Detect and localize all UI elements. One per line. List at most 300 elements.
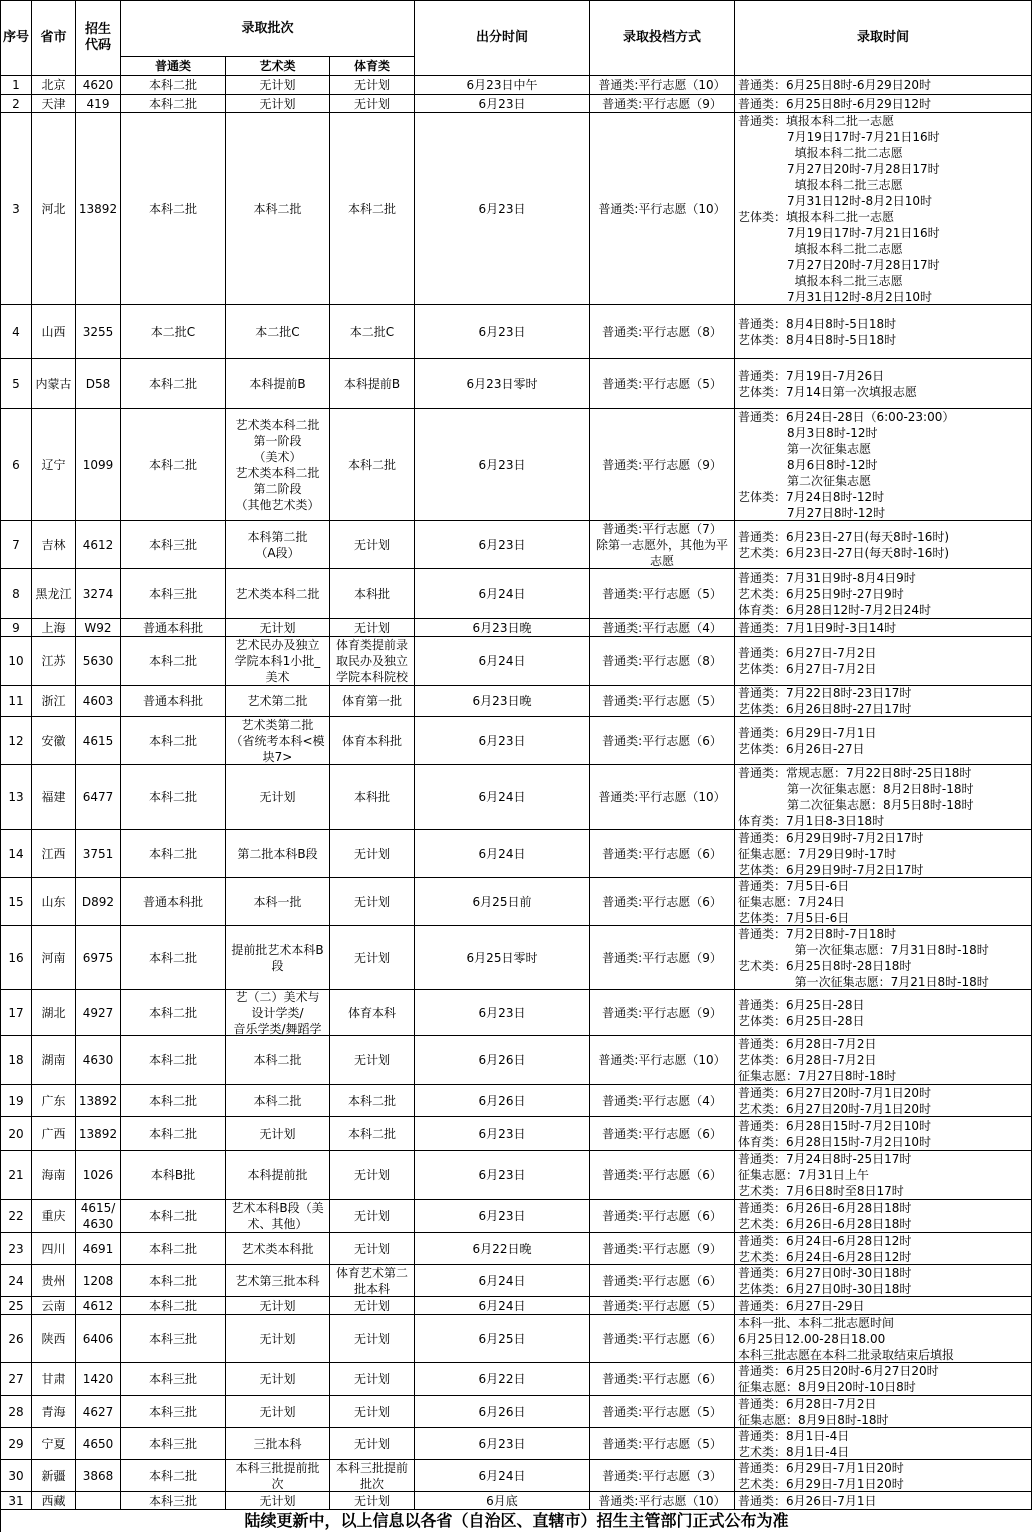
row-seq-cell bbox=[1, 409, 32, 521]
row-seq: 28 bbox=[8, 1404, 24, 1419]
row-admission-time-cell bbox=[735, 1151, 1032, 1200]
row-batch-sports-cell bbox=[330, 990, 415, 1036]
row-batch-art-cell bbox=[226, 409, 330, 521]
row-filing-method: 普通类:平行志愿（10） bbox=[598, 1493, 726, 1508]
row-batch-sports: 无计划 bbox=[353, 1053, 390, 1067]
row-code: 6975 bbox=[82, 950, 114, 965]
row-province: 黑龙江 bbox=[35, 586, 72, 601]
row-batch-sports: 体育第一批 bbox=[341, 694, 402, 708]
row-score-time: 6月26日 bbox=[478, 1404, 526, 1419]
row-batch-sports: 本科三批提前 批次 bbox=[335, 1460, 408, 1491]
row-province: 陕西 bbox=[41, 1331, 66, 1346]
row-province-cell bbox=[32, 637, 76, 686]
row-batch-art-cell bbox=[226, 717, 330, 765]
row-admission-time-cell bbox=[735, 1117, 1032, 1151]
row-score-time: 6月23日晚 bbox=[472, 694, 532, 708]
header-batch-art-label: 艺术类 bbox=[259, 59, 296, 73]
row-filing-method-cell bbox=[590, 1428, 735, 1460]
row-admission-time: 普通类：6月25日8时-6月29日20时 bbox=[738, 78, 932, 92]
row-batch-regular-cell bbox=[121, 1085, 226, 1117]
row-code-cell bbox=[76, 1265, 121, 1297]
row-filing-method: 普通类:平行志愿（4） bbox=[602, 1093, 722, 1108]
row-seq: 29 bbox=[8, 1436, 24, 1451]
row-batch-regular: 本科二批 bbox=[148, 1241, 197, 1256]
row-batch-sports: 无计划 bbox=[353, 1298, 390, 1313]
row-admission-time-cell bbox=[735, 521, 1032, 569]
row-score-time-cell bbox=[415, 409, 590, 521]
row-batch-sports: 无计划 bbox=[353, 620, 390, 635]
row-seq-cell bbox=[1, 1460, 32, 1492]
row-batch-regular-cell bbox=[121, 990, 226, 1036]
row-province: 广东 bbox=[41, 1093, 66, 1108]
row-batch-art-cell bbox=[226, 359, 330, 409]
row-admission-time-cell bbox=[735, 409, 1032, 521]
row-batch-regular: 本科二批 bbox=[148, 78, 197, 92]
row-admission-time-cell bbox=[735, 1297, 1032, 1315]
row-batch-art-cell bbox=[226, 830, 330, 878]
row-batch-sports: 无计划 bbox=[353, 950, 390, 965]
row-seq: 4 bbox=[12, 324, 20, 339]
row-batch-regular: 普通本科批 bbox=[142, 894, 203, 909]
header-admission-time-label: 录取时间 bbox=[856, 30, 909, 45]
row-code-cell bbox=[76, 926, 121, 990]
row-province-cell bbox=[32, 878, 76, 926]
row-score-time-cell bbox=[415, 521, 590, 569]
row-code: 1420 bbox=[82, 1372, 114, 1386]
row-score-time: 6月25日前 bbox=[472, 894, 532, 909]
row-province: 吉林 bbox=[41, 537, 66, 552]
row-filing-method: 普通类:平行志愿（6） bbox=[602, 1126, 722, 1141]
row-batch-art: 艺术类本科批 bbox=[241, 1241, 314, 1256]
row-code: 4650 bbox=[82, 1436, 114, 1451]
row-batch-sports: 本科批 bbox=[353, 586, 390, 601]
row-admission-time: 普通类：6月29日9时-7月2日17时 征集志愿：7月29日9时-17时 艺体类：6月29日9时-7月2日17时 bbox=[738, 830, 924, 877]
row-batch-art: 无计划 bbox=[259, 1404, 296, 1419]
row-filing-method: 普通类:平行志愿（10） bbox=[598, 1053, 726, 1067]
row-filing-method: 普通类:平行志愿（9） bbox=[602, 1005, 722, 1020]
row-batch-art: 无计划 bbox=[259, 620, 296, 635]
row-batch-sports-cell bbox=[330, 619, 415, 637]
row-batch-sports-cell bbox=[330, 637, 415, 686]
row-code: 4691 bbox=[82, 1241, 114, 1256]
header-batch-art bbox=[226, 57, 330, 76]
row-code-cell bbox=[76, 1200, 121, 1233]
row-score-time: 6月23日 bbox=[478, 1126, 526, 1141]
row-filing-method: 普通类:平行志愿（5） bbox=[602, 694, 722, 708]
row-seq-cell bbox=[1, 765, 32, 830]
row-batch-sports: 本科二批 bbox=[347, 457, 396, 472]
row-province-cell bbox=[32, 1117, 76, 1151]
row-score-time: 6月25日零时 bbox=[466, 950, 538, 965]
row-filing-method: 普通类:平行志愿（8） bbox=[602, 324, 722, 339]
row-batch-sports: 无计划 bbox=[353, 1331, 390, 1346]
row-admission-time-cell bbox=[735, 76, 1032, 95]
row-score-time: 6月23日零时 bbox=[466, 376, 538, 391]
row-province: 天津 bbox=[41, 96, 66, 111]
row-province-cell bbox=[32, 1428, 76, 1460]
row-score-time: 6月25日 bbox=[478, 1331, 526, 1346]
row-batch-regular: 本科二批 bbox=[148, 846, 197, 861]
row-code: 5630 bbox=[82, 654, 114, 668]
row-batch-regular: 本科三批 bbox=[148, 1404, 197, 1419]
row-batch-art-cell bbox=[226, 1085, 330, 1117]
header-province-label: 省市 bbox=[40, 30, 67, 45]
row-batch-sports-cell bbox=[330, 1428, 415, 1460]
row-batch-sports-cell bbox=[330, 926, 415, 990]
row-code: 13892 bbox=[78, 201, 118, 216]
row-filing-method-cell bbox=[590, 1233, 735, 1265]
row-code-cell bbox=[76, 1363, 121, 1396]
row-batch-regular-cell bbox=[121, 1233, 226, 1265]
row-score-time-cell bbox=[415, 1492, 590, 1510]
row-seq-cell bbox=[1, 1297, 32, 1315]
row-score-time-cell bbox=[415, 637, 590, 686]
row-batch-art-cell bbox=[226, 1428, 330, 1460]
row-seq-cell bbox=[1, 95, 32, 113]
row-batch-art: 本科三批提前批 次 bbox=[235, 1460, 320, 1491]
row-batch-art: 本科第二批 （A段） bbox=[247, 529, 308, 560]
row-score-time: 6月23日 bbox=[478, 1168, 526, 1182]
header-batch-regular bbox=[121, 57, 226, 76]
row-batch-sports: 本二批C bbox=[349, 324, 395, 339]
row-batch-art: 艺术本科B段（美 术、其他） bbox=[231, 1201, 324, 1231]
row-code: 1026 bbox=[82, 1168, 114, 1182]
row-province: 海南 bbox=[41, 1168, 66, 1182]
row-batch-sports-cell bbox=[330, 1036, 415, 1085]
row-batch-art: 无计划 bbox=[259, 96, 296, 111]
row-filing-method-cell bbox=[590, 717, 735, 765]
row-batch-sports-cell bbox=[330, 717, 415, 765]
row-code: 1099 bbox=[82, 457, 114, 472]
row-score-time-cell bbox=[415, 1200, 590, 1233]
row-code: 1208 bbox=[82, 1273, 114, 1288]
row-admission-time: 普通类：6月29日-7月1日20时 艺术类：6月29日-7月1日20时 bbox=[738, 1460, 904, 1491]
row-batch-regular: 本科二批 bbox=[148, 790, 197, 804]
row-admission-time: 普通类：6月29日-7月1日 艺体类：6月26日-27日 bbox=[738, 725, 877, 756]
row-batch-art: 无计划 bbox=[259, 790, 296, 804]
row-province-cell bbox=[32, 76, 76, 95]
row-batch-regular: 本科二批 bbox=[148, 950, 197, 965]
row-seq: 5 bbox=[12, 376, 20, 391]
row-filing-method-cell bbox=[590, 878, 735, 926]
row-batch-sports-cell bbox=[330, 1085, 415, 1117]
row-filing-method-cell bbox=[590, 1117, 735, 1151]
row-batch-sports: 本科批 bbox=[353, 790, 390, 804]
row-batch-sports: 无计划 bbox=[353, 1209, 390, 1223]
row-province-cell bbox=[32, 305, 76, 359]
row-filing-method: 普通类:平行志愿（10） bbox=[598, 201, 726, 216]
row-admission-time: 普通类：6月23日-27日(每天8时-16时) 艺术类：6月23日-27日(每天8时-16时) bbox=[738, 529, 950, 560]
row-province-cell bbox=[32, 717, 76, 765]
row-seq-cell bbox=[1, 1200, 32, 1233]
row-admission-time-cell bbox=[735, 765, 1032, 830]
row-admission-time: 普通类：6月28日-7月2日 征集志愿：8月9日8时-18时 bbox=[738, 1396, 889, 1427]
row-batch-art: 本科二批 bbox=[253, 201, 302, 216]
row-admission-time: 普通类：6月26日-7月1日 bbox=[738, 1493, 877, 1508]
header-filing-method bbox=[590, 1, 735, 76]
row-batch-sports-cell bbox=[330, 765, 415, 830]
row-code-cell bbox=[76, 76, 121, 95]
row-batch-regular-cell bbox=[121, 1200, 226, 1233]
row-code: 4927 bbox=[82, 1005, 114, 1020]
row-filing-method-cell bbox=[590, 637, 735, 686]
row-code-cell bbox=[76, 409, 121, 521]
row-seq: 23 bbox=[8, 1241, 24, 1256]
row-batch-art: 无计划 bbox=[259, 1331, 296, 1346]
row-batch-regular-cell bbox=[121, 926, 226, 990]
row-admission-time: 普通类：8月1日-4日 艺术类：8月1日-4日 bbox=[738, 1428, 850, 1459]
row-batch-regular-cell bbox=[121, 521, 226, 569]
row-province: 北京 bbox=[41, 78, 66, 92]
row-province: 安徽 bbox=[41, 733, 66, 748]
row-batch-regular: 本科二批 bbox=[148, 1298, 197, 1313]
row-batch-regular-cell bbox=[121, 686, 226, 717]
row-batch-regular-cell bbox=[121, 830, 226, 878]
header-province bbox=[32, 1, 76, 76]
row-batch-art-cell bbox=[226, 637, 330, 686]
row-score-time-cell bbox=[415, 113, 590, 305]
row-batch-art-cell bbox=[226, 765, 330, 830]
row-seq: 10 bbox=[8, 654, 24, 668]
row-province-cell bbox=[32, 521, 76, 569]
row-filing-method: 普通类:平行志愿（9） bbox=[602, 457, 722, 472]
row-batch-art-cell bbox=[226, 113, 330, 305]
row-province: 江西 bbox=[41, 846, 66, 861]
row-batch-regular: 普通本科批 bbox=[142, 620, 203, 635]
row-seq-cell bbox=[1, 569, 32, 619]
row-filing-method: 普通类:平行志愿（6） bbox=[602, 1273, 722, 1288]
row-batch-sports: 无计划 bbox=[353, 1241, 390, 1256]
row-score-time-cell bbox=[415, 1460, 590, 1492]
row-seq-cell bbox=[1, 717, 32, 765]
row-filing-method-cell bbox=[590, 619, 735, 637]
row-admission-time: 普通类：6月27日20时-7月1日20时 艺术类：6月27日20时-7月1日20时 bbox=[738, 1085, 932, 1116]
row-score-time: 6月22日晚 bbox=[472, 1241, 532, 1256]
row-batch-sports: 无计划 bbox=[353, 78, 390, 92]
row-admission-time-cell bbox=[735, 1085, 1032, 1117]
row-admission-time-cell bbox=[735, 1363, 1032, 1396]
header-code-label: 招生 代码 bbox=[84, 22, 111, 53]
row-filing-method: 普通类:平行志愿（10） bbox=[598, 78, 726, 92]
row-seq: 22 bbox=[8, 1209, 24, 1223]
row-admission-time-cell bbox=[735, 1036, 1032, 1085]
row-province-cell bbox=[32, 569, 76, 619]
row-code: 3751 bbox=[82, 846, 114, 861]
row-batch-regular-cell bbox=[121, 113, 226, 305]
row-code-cell bbox=[76, 990, 121, 1036]
row-score-time-cell bbox=[415, 1315, 590, 1363]
row-code-cell bbox=[76, 765, 121, 830]
row-code: 4603 bbox=[82, 694, 114, 708]
row-score-time-cell bbox=[415, 765, 590, 830]
row-code: 4620 bbox=[82, 78, 114, 92]
row-batch-regular-cell bbox=[121, 305, 226, 359]
row-score-time-cell bbox=[415, 76, 590, 95]
row-seq-cell bbox=[1, 990, 32, 1036]
row-admission-time-cell bbox=[735, 359, 1032, 409]
row-code: 419 bbox=[86, 96, 110, 111]
row-filing-method: 普通类:平行志愿（5） bbox=[602, 1404, 722, 1419]
row-score-time-cell bbox=[415, 1265, 590, 1297]
row-seq-cell bbox=[1, 1363, 32, 1396]
row-score-time: 6月23日 bbox=[478, 96, 526, 111]
row-seq: 9 bbox=[12, 620, 20, 635]
row-filing-method-cell bbox=[590, 359, 735, 409]
row-code-cell bbox=[76, 1428, 121, 1460]
row-admission-time-cell bbox=[735, 990, 1032, 1036]
row-score-time: 6月23日 bbox=[478, 1005, 526, 1020]
row-batch-art-cell bbox=[226, 1363, 330, 1396]
row-province-cell bbox=[32, 686, 76, 717]
row-admission-time: 普通类：7月22日8时-23日17时 艺体类：6月26日8时-27日17时 bbox=[738, 686, 912, 716]
row-filing-method-cell bbox=[590, 569, 735, 619]
row-filing-method: 普通类:平行志愿（5） bbox=[602, 376, 722, 391]
row-score-time-cell bbox=[415, 1297, 590, 1315]
header-batch bbox=[121, 1, 415, 57]
row-seq: 26 bbox=[8, 1331, 24, 1346]
row-seq-cell bbox=[1, 1428, 32, 1460]
row-admission-time-cell bbox=[735, 878, 1032, 926]
row-filing-method: 普通类:平行志愿（6） bbox=[602, 894, 722, 909]
row-batch-regular: 本科B批 bbox=[150, 1168, 196, 1182]
row-batch-sports-cell bbox=[330, 1265, 415, 1297]
row-batch-sports-cell bbox=[330, 569, 415, 619]
header-seq bbox=[1, 1, 32, 76]
row-code: D892 bbox=[81, 894, 115, 909]
row-province: 云南 bbox=[41, 1298, 66, 1313]
row-batch-regular-cell bbox=[121, 95, 226, 113]
row-batch-sports: 无计划 bbox=[353, 1493, 390, 1508]
row-batch-sports: 本科二批 bbox=[347, 1126, 396, 1141]
row-batch-art: 艺术第二批 bbox=[247, 694, 308, 708]
row-batch-art: 本科二批 bbox=[253, 1093, 302, 1108]
row-batch-sports-cell bbox=[330, 1200, 415, 1233]
row-code-cell bbox=[76, 113, 121, 305]
row-filing-method: 普通类:平行志愿（6） bbox=[602, 733, 722, 748]
row-admission-time-cell bbox=[735, 1492, 1032, 1510]
row-admission-time: 普通类：6月25日20时-6月27日20时 征集志愿：8月9日20时-10日8时 bbox=[738, 1364, 939, 1394]
row-seq-cell bbox=[1, 76, 32, 95]
row-admission-time-cell bbox=[735, 1200, 1032, 1233]
row-batch-regular-cell bbox=[121, 1315, 226, 1363]
row-province-cell bbox=[32, 95, 76, 113]
row-province: 辽宁 bbox=[41, 457, 66, 472]
row-score-time-cell bbox=[415, 717, 590, 765]
row-filing-method: 普通类:平行志愿（7） 除第一志愿外，其他为平 志愿 bbox=[595, 521, 728, 568]
row-score-time-cell bbox=[415, 878, 590, 926]
row-seq-cell bbox=[1, 619, 32, 637]
row-score-time-cell bbox=[415, 1428, 590, 1460]
footer-note-text: 陆续更新中，以上信息以各省（自治区、直辖市）招生主管部门正式公布为准 bbox=[244, 1511, 789, 1530]
row-province-cell bbox=[32, 1363, 76, 1396]
row-batch-art: 本科提前B bbox=[249, 376, 306, 391]
row-admission-time-cell bbox=[735, 830, 1032, 878]
row-score-time: 6月23日中午 bbox=[466, 78, 538, 92]
row-admission-time-cell bbox=[735, 569, 1032, 619]
row-batch-sports: 无计划 bbox=[353, 1404, 390, 1419]
header-code bbox=[76, 1, 121, 76]
row-filing-method-cell bbox=[590, 1492, 735, 1510]
row-batch-sports-cell bbox=[330, 878, 415, 926]
row-batch-art-cell bbox=[226, 878, 330, 926]
row-score-time: 6月26日 bbox=[478, 1053, 526, 1067]
row-seq: 3 bbox=[12, 201, 20, 216]
row-batch-art: 艺术类第二批 （省统考本科<模 块7> bbox=[230, 717, 325, 764]
row-province: 湖南 bbox=[41, 1053, 66, 1067]
row-code-cell bbox=[76, 521, 121, 569]
row-batch-regular: 本科三批 bbox=[148, 1372, 197, 1386]
row-admission-time: 普通类：6月27日-7月2日 艺体类：6月27日-7月2日 bbox=[738, 646, 877, 676]
row-seq-cell bbox=[1, 1315, 32, 1363]
row-code: 3274 bbox=[82, 586, 114, 601]
row-filing-method: 普通类:平行志愿（10） bbox=[598, 790, 726, 804]
row-province: 贵州 bbox=[41, 1273, 66, 1288]
row-admission-time: 普通类：7月31日9时-8月4日9时 艺术类：6月25日9时-27日9时 体育类：6月28日12时-7月2日24时 bbox=[738, 570, 932, 617]
row-score-time-cell bbox=[415, 1085, 590, 1117]
row-score-time: 6月23日 bbox=[478, 324, 526, 339]
row-batch-art-cell bbox=[226, 1492, 330, 1510]
row-province: 内蒙古 bbox=[35, 376, 72, 391]
row-province-cell bbox=[32, 1492, 76, 1510]
row-province: 甘肃 bbox=[41, 1372, 66, 1386]
row-filing-method: 普通类:平行志愿（3） bbox=[602, 1468, 722, 1483]
row-admission-time-cell bbox=[735, 1396, 1032, 1428]
row-batch-sports: 无计划 bbox=[353, 537, 390, 552]
row-batch-regular: 普通本科批 bbox=[142, 694, 203, 708]
row-seq-cell bbox=[1, 1396, 32, 1428]
row-admission-time-cell bbox=[735, 1460, 1032, 1492]
row-admission-time: 普通类：6月24日-6月28日12时 艺术类：6月24日-6月28日12时 bbox=[738, 1233, 912, 1264]
row-filing-method: 普通类:平行志愿（8） bbox=[602, 654, 722, 668]
row-batch-regular: 本科二批 bbox=[148, 1093, 197, 1108]
header-filing-method-label: 录取投档方式 bbox=[622, 30, 701, 45]
row-admission-time-cell bbox=[735, 926, 1032, 990]
row-province-cell bbox=[32, 1396, 76, 1428]
row-batch-sports: 无计划 bbox=[353, 1372, 390, 1386]
row-batch-art-cell bbox=[226, 569, 330, 619]
row-filing-method-cell bbox=[590, 1460, 735, 1492]
row-filing-method: 普通类:平行志愿（9） bbox=[602, 96, 722, 111]
row-province: 重庆 bbox=[41, 1209, 66, 1223]
row-admission-time: 普通类：7月24日8时-25日17时 征集志愿：7月31日上午 艺术类：7月6日8时至8日17时 bbox=[738, 1152, 912, 1198]
row-admission-time: 本科一批、本科二批志愿时间 6月25日12.00-28日18.00 本科三批志愿在本科二批录取结束后填报 bbox=[738, 1315, 955, 1362]
row-seq: 20 bbox=[8, 1126, 24, 1141]
row-code-cell bbox=[76, 717, 121, 765]
row-code-cell bbox=[76, 686, 121, 717]
row-batch-art-cell bbox=[226, 1036, 330, 1085]
row-batch-regular-cell bbox=[121, 1151, 226, 1200]
row-batch-regular: 本科二批 bbox=[148, 1126, 197, 1141]
row-batch-art-cell bbox=[226, 1265, 330, 1297]
row-batch-regular-cell bbox=[121, 717, 226, 765]
row-batch-regular: 本科二批 bbox=[148, 1005, 197, 1020]
row-seq: 8 bbox=[12, 586, 20, 601]
row-batch-art: 本二批C bbox=[255, 324, 300, 339]
row-province: 上海 bbox=[41, 620, 66, 635]
row-score-time: 6月24日 bbox=[478, 1273, 526, 1288]
row-filing-method-cell bbox=[590, 1200, 735, 1233]
row-batch-art-cell bbox=[226, 1297, 330, 1315]
row-batch-regular-cell bbox=[121, 1297, 226, 1315]
row-batch-art-cell bbox=[226, 76, 330, 95]
row-code-cell bbox=[76, 1396, 121, 1428]
footer-note bbox=[1, 1510, 1032, 1532]
row-seq-cell bbox=[1, 305, 32, 359]
row-batch-sports: 无计划 bbox=[353, 894, 390, 909]
row-code: 3255 bbox=[82, 324, 114, 339]
row-batch-art: 本科一批 bbox=[253, 894, 302, 909]
row-province: 湖北 bbox=[41, 1005, 66, 1020]
